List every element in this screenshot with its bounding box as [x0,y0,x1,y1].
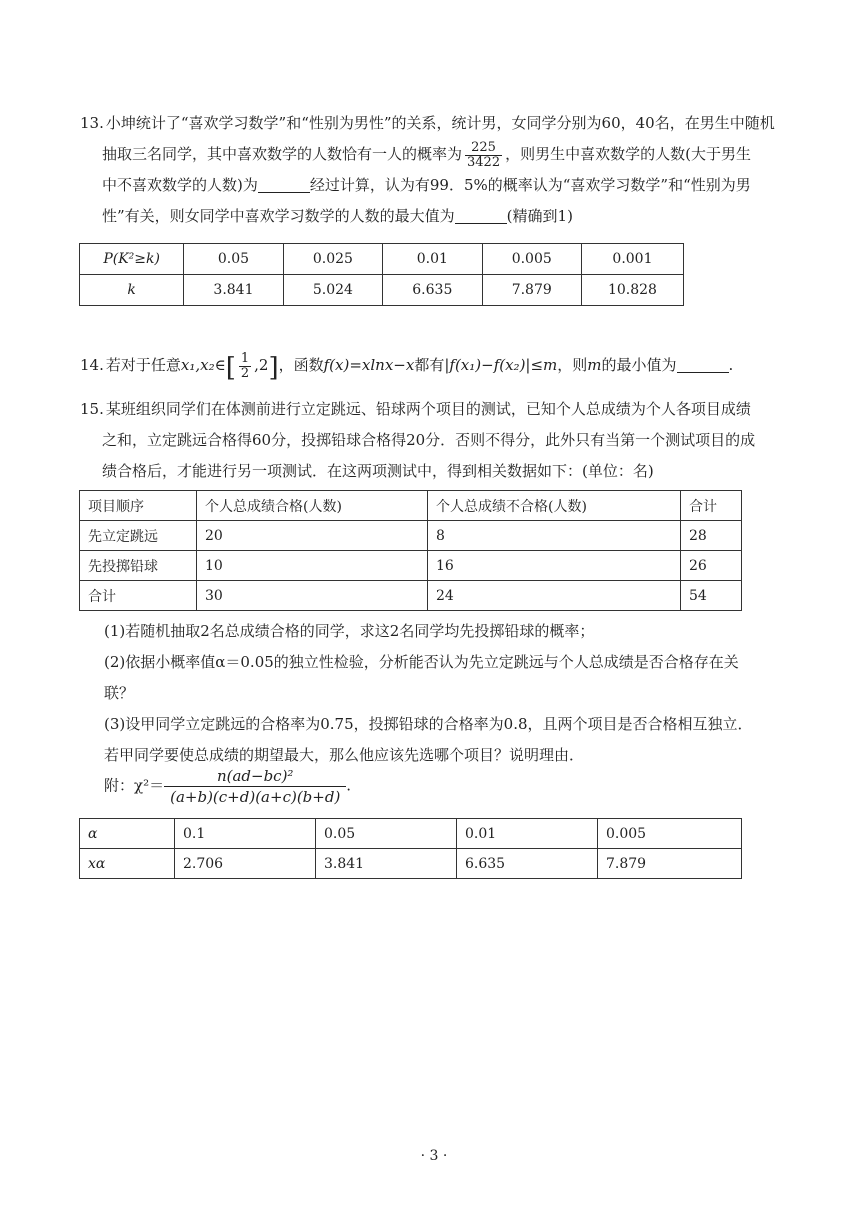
q15-text-3: 绩合格后，才能进行另一项测试．在这两项测试中，得到相关数据如下：(单位：名) [102,462,654,480]
q14-text-a: 若对于任意 [105,356,181,374]
q13-text-1: 小坤统计了“喜欢学习数学”和“性别为男性”的关系，统计男，女同学分别为60，40名，在男生中随机 [105,114,775,132]
q13-text-2a: 抽取三名同学，其中喜欢数学的人数恰有一人的概率为 [102,145,463,163]
question-15 [80,394,792,487]
table-cell: 0.025 [283,244,382,275]
page-number: · 3 · [420,1148,448,1164]
part-3-line-2: 若甲同学要使总成绩的期望最大，那么他应该先选哪个项目？说明理由． [104,746,585,764]
table-cell: 3.841 [316,849,457,879]
question-15-parts [104,616,794,771]
formula-prefix: 附：χ²＝ [104,776,165,795]
table-cell: P(K²≥k) [80,244,184,275]
table-cell: 30 [197,581,428,611]
q15-text-1: 某班组织同学们在体测前进行立定跳远、铅球两个项目的测试，已知个人总成绩为个人各项目成绩 [105,400,751,418]
q13-text-4b: (精确到1) [506,207,573,225]
table-row [80,521,742,551]
q13-line-1 [80,108,792,139]
table-row [80,551,742,581]
table-cell: 2.706 [175,849,316,879]
table-cell: k [80,275,184,306]
q15-line-3 [80,456,792,487]
q13-probability-fraction [465,141,502,170]
formula-end: . [346,776,352,795]
q13-text-3b: 经过计算，认为有99．5%的概率认为“喜欢学习数学”和“性别为男 [309,176,751,194]
critical-value-table-alpha [79,818,742,879]
q14-text-c: 都有 [414,356,445,374]
q15-line-1 [80,394,792,425]
q14-end: . [728,356,734,374]
interval-end: ,2 [254,356,269,374]
answer-blank-1[interactable] [258,176,310,193]
table-cell: 10.828 [581,275,683,306]
q14-variable-m: m [587,356,602,374]
fraction-numerator: 1 [240,350,250,366]
formula-numerator: n(ad−bc)² [164,766,346,787]
table-cell: 0.05 [184,244,283,275]
table-row [80,849,742,879]
q13-text-3a: 中不喜欢数学的人数)为 [102,176,258,194]
fraction-denominator: 2 [240,365,250,381]
fraction-numerator: 225 [465,141,502,156]
question-13 [80,108,792,232]
q15-text-2: 之和，立定跳远合格得60分，投掷铅球合格得20分．否则不得分，此外只有当第一个测试项目的成 [102,431,756,449]
q14-function: f(x)=xlnx−x [323,356,415,374]
formula-fraction [164,766,346,807]
table-cell: xα [80,849,175,879]
table-header-cell: 个人总成绩不合格(人数) [428,491,681,521]
table-cell: 0.05 [316,819,457,849]
table-cell: 0.01 [383,244,482,275]
answer-blank-3[interactable] [677,356,729,373]
table-cell: 7.879 [598,849,742,879]
table-cell: 24 [428,581,681,611]
q14-line-1 [80,350,792,384]
table-header-row [80,491,742,521]
part-1: (1)若随机抽取2名总成绩合格的同学，求这2名同学均先投掷铅球的概率； [104,622,595,640]
table-cell: 5.024 [283,275,382,306]
q13-text-2b: ，则男生中喜欢数学的人数(大于男生 [505,145,751,163]
chi-square-formula [104,766,351,807]
table-cell: α [80,819,175,849]
table-row [80,581,742,611]
table-header-cell: 个人总成绩合格(人数) [197,491,428,521]
part-2-line-1: (2)依据小概率值α＝0.05的独立性检验，分析能否认为先立定跳远与个人总成绩是否合格存在关 [104,653,739,671]
q13-text-4a: 性”有关，则女同学中喜欢学习数学的人数的最大值为 [102,207,455,225]
table-cell: 0.001 [581,244,683,275]
table-cell: 3.841 [184,275,283,306]
table-cell: 先立定跳远 [80,521,197,551]
q14-variables: x₁,x₂∈ [180,356,226,374]
fraction-denominator: 3422 [467,154,501,170]
table-cell: 先投掷铅球 [80,551,197,581]
table-cell: 6.635 [457,849,598,879]
table-header-cell: 合计 [681,491,742,521]
interval-fraction [239,352,251,381]
q14-number: 14. [80,356,104,374]
right-bracket: ] [268,353,279,383]
q13-number: 13. [80,114,104,132]
table-cell: 54 [681,581,742,611]
table-row [80,275,684,306]
table-cell: 6.635 [383,275,482,306]
table-cell: 28 [681,521,742,551]
table-row [80,244,684,275]
q14-text-b: ，函数 [278,356,324,374]
table-cell: 0.01 [457,819,598,849]
q14-inequality: |f(x₁)−f(x₂)|≤m [444,356,558,374]
table-cell: 20 [197,521,428,551]
q14-text-d: ，则 [557,356,588,374]
formula-denominator: (a+b)(c+d)(a+c)(b+d) [170,788,341,806]
q13-line-2 [80,139,792,170]
table-row [80,819,742,849]
critical-value-table-k [79,243,684,306]
table-cell: 8 [428,521,681,551]
answer-blank-2[interactable] [455,207,507,224]
table-cell: 16 [428,551,681,581]
table-cell: 26 [681,551,742,581]
table-cell: 0.1 [175,819,316,849]
q15-number: 15. [80,400,104,418]
table-cell: 10 [197,551,428,581]
table-cell: 合计 [80,581,197,611]
q14-text-e: 的最小值为 [601,356,677,374]
q15-line-2 [80,425,792,456]
left-bracket: [ [225,353,236,383]
part-3-line-1: (3)设甲同学立定跳远的合格率为0.75，投掷铅球的合格率为0.8，且两个项目是否合格相互独立． [104,715,753,733]
q13-line-4 [80,201,792,232]
table-cell: 7.879 [482,275,581,306]
table-cell: 0.005 [482,244,581,275]
part-2-line-2: 联？ [104,684,135,702]
table-header-cell: 项目顺序 [80,491,197,521]
q13-line-3 [80,170,792,201]
question-14 [80,350,792,384]
test-results-table [79,490,742,611]
table-cell: 0.005 [598,819,742,849]
